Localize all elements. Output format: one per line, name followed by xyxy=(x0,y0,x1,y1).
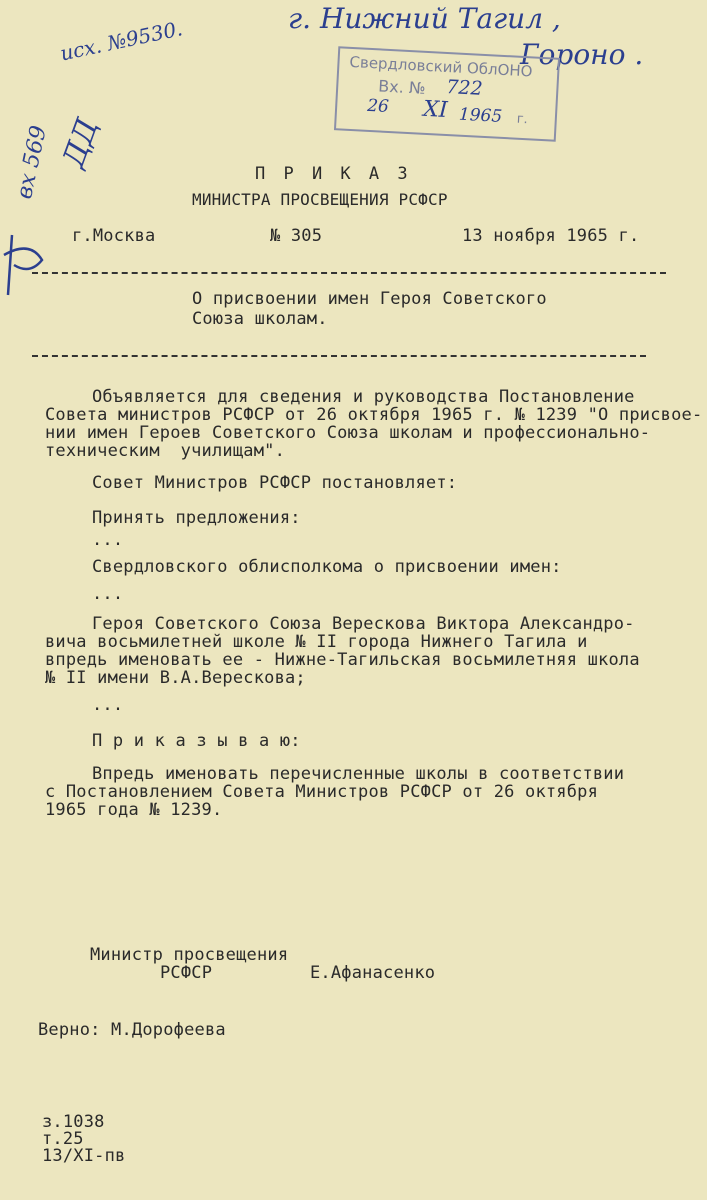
stamp-org: Свердловский ОблОНО xyxy=(349,52,533,81)
handwritten-mark: ДД xyxy=(56,114,106,172)
stamp-day: 26 xyxy=(366,95,390,117)
stamp-label: Вх. № xyxy=(377,76,427,98)
doc-number: № 305 xyxy=(270,226,323,246)
divider-top xyxy=(32,272,666,274)
order-word: П р и к а з ы в а ю: xyxy=(92,731,301,751)
doc-city: г.Москва xyxy=(72,226,156,246)
stamp-suffix: г. xyxy=(516,111,529,128)
body-p6-l1: Впредь именовать перечисленные школы в соответствии xyxy=(92,764,625,784)
body-p5-l2: вича восьмилетней школе № II города Нижнего Тагила и xyxy=(45,632,588,652)
doc-title: П Р И К А З xyxy=(255,164,412,184)
body-p1-l1: Объявляется для сведения и руководства Постановление xyxy=(92,387,635,407)
signature-title-line1: Министр просвещения xyxy=(90,945,289,965)
body-p2: Совет Министров РСФСР постановляет: xyxy=(92,473,458,493)
signature-title-line2: РСФСР xyxy=(160,963,213,983)
verified-by: Верно: М.Дорофеева xyxy=(38,1020,226,1040)
body-p1-l4: техническим училищам". xyxy=(45,441,286,461)
handwritten-incoming-ref: вх 569 xyxy=(12,123,52,202)
body-p4: Свердловского облисполкома о присвоении имен: xyxy=(92,557,562,577)
body-p6-l3: 1965 года № 1239. xyxy=(45,800,223,820)
footer-ref-l2: т.25 xyxy=(42,1129,84,1149)
signature-name: Е.Афанасенко xyxy=(310,963,436,983)
footer-ref-l1: з.1038 xyxy=(42,1112,105,1132)
body-p3: Принять предложения: xyxy=(92,508,301,528)
divider-bottom xyxy=(32,355,646,357)
body-p6-l2: с Постановлением Совета Министров РСФСР от 26 октября xyxy=(45,782,599,802)
handwritten-scribble xyxy=(0,225,50,305)
handwritten-address-line2: Гороно . xyxy=(520,38,644,71)
footer-ref-l3: 13/XI-пв xyxy=(42,1146,126,1166)
doc-subtitle: МИНИСТРА ПРОСВЕЩЕНИЯ РСФСР xyxy=(192,190,448,209)
subject-line2: Союза школам. xyxy=(192,309,328,329)
stamp-month: XI xyxy=(422,96,449,124)
body-ellipsis-3: ... xyxy=(92,695,124,715)
body-ellipsis-1: ... xyxy=(92,530,124,550)
stamp-number: 722 xyxy=(445,75,484,100)
handwritten-outgoing-number: исх. №9530. xyxy=(58,16,185,66)
body-p1-l3: нии имен Героев Советского Союза школам и профессионально- xyxy=(45,423,651,443)
handwritten-address-line1: г. Нижний Тагил , xyxy=(288,2,561,35)
body-ellipsis-2: ... xyxy=(92,584,124,604)
body-p5-l3: впредь именовать ее - Нижне-Тагильская восьмилетняя школа xyxy=(45,650,640,670)
stamp-year: 1965 xyxy=(458,104,503,127)
subject-line1: О присвоении имен Героя Советского xyxy=(192,289,547,309)
body-p5-l4: № II имени В.А.Верескова; xyxy=(45,668,306,688)
doc-date: 13 ноября 1965 г. xyxy=(462,226,640,246)
registration-stamp xyxy=(334,46,560,142)
body-p5-l1: Героя Советского Союза Верескова Виктора Александро- xyxy=(92,614,635,634)
body-p1-l2: Совета министров РСФСР от 26 октября 1965 г. № 1239 "О присвое- xyxy=(45,405,703,425)
